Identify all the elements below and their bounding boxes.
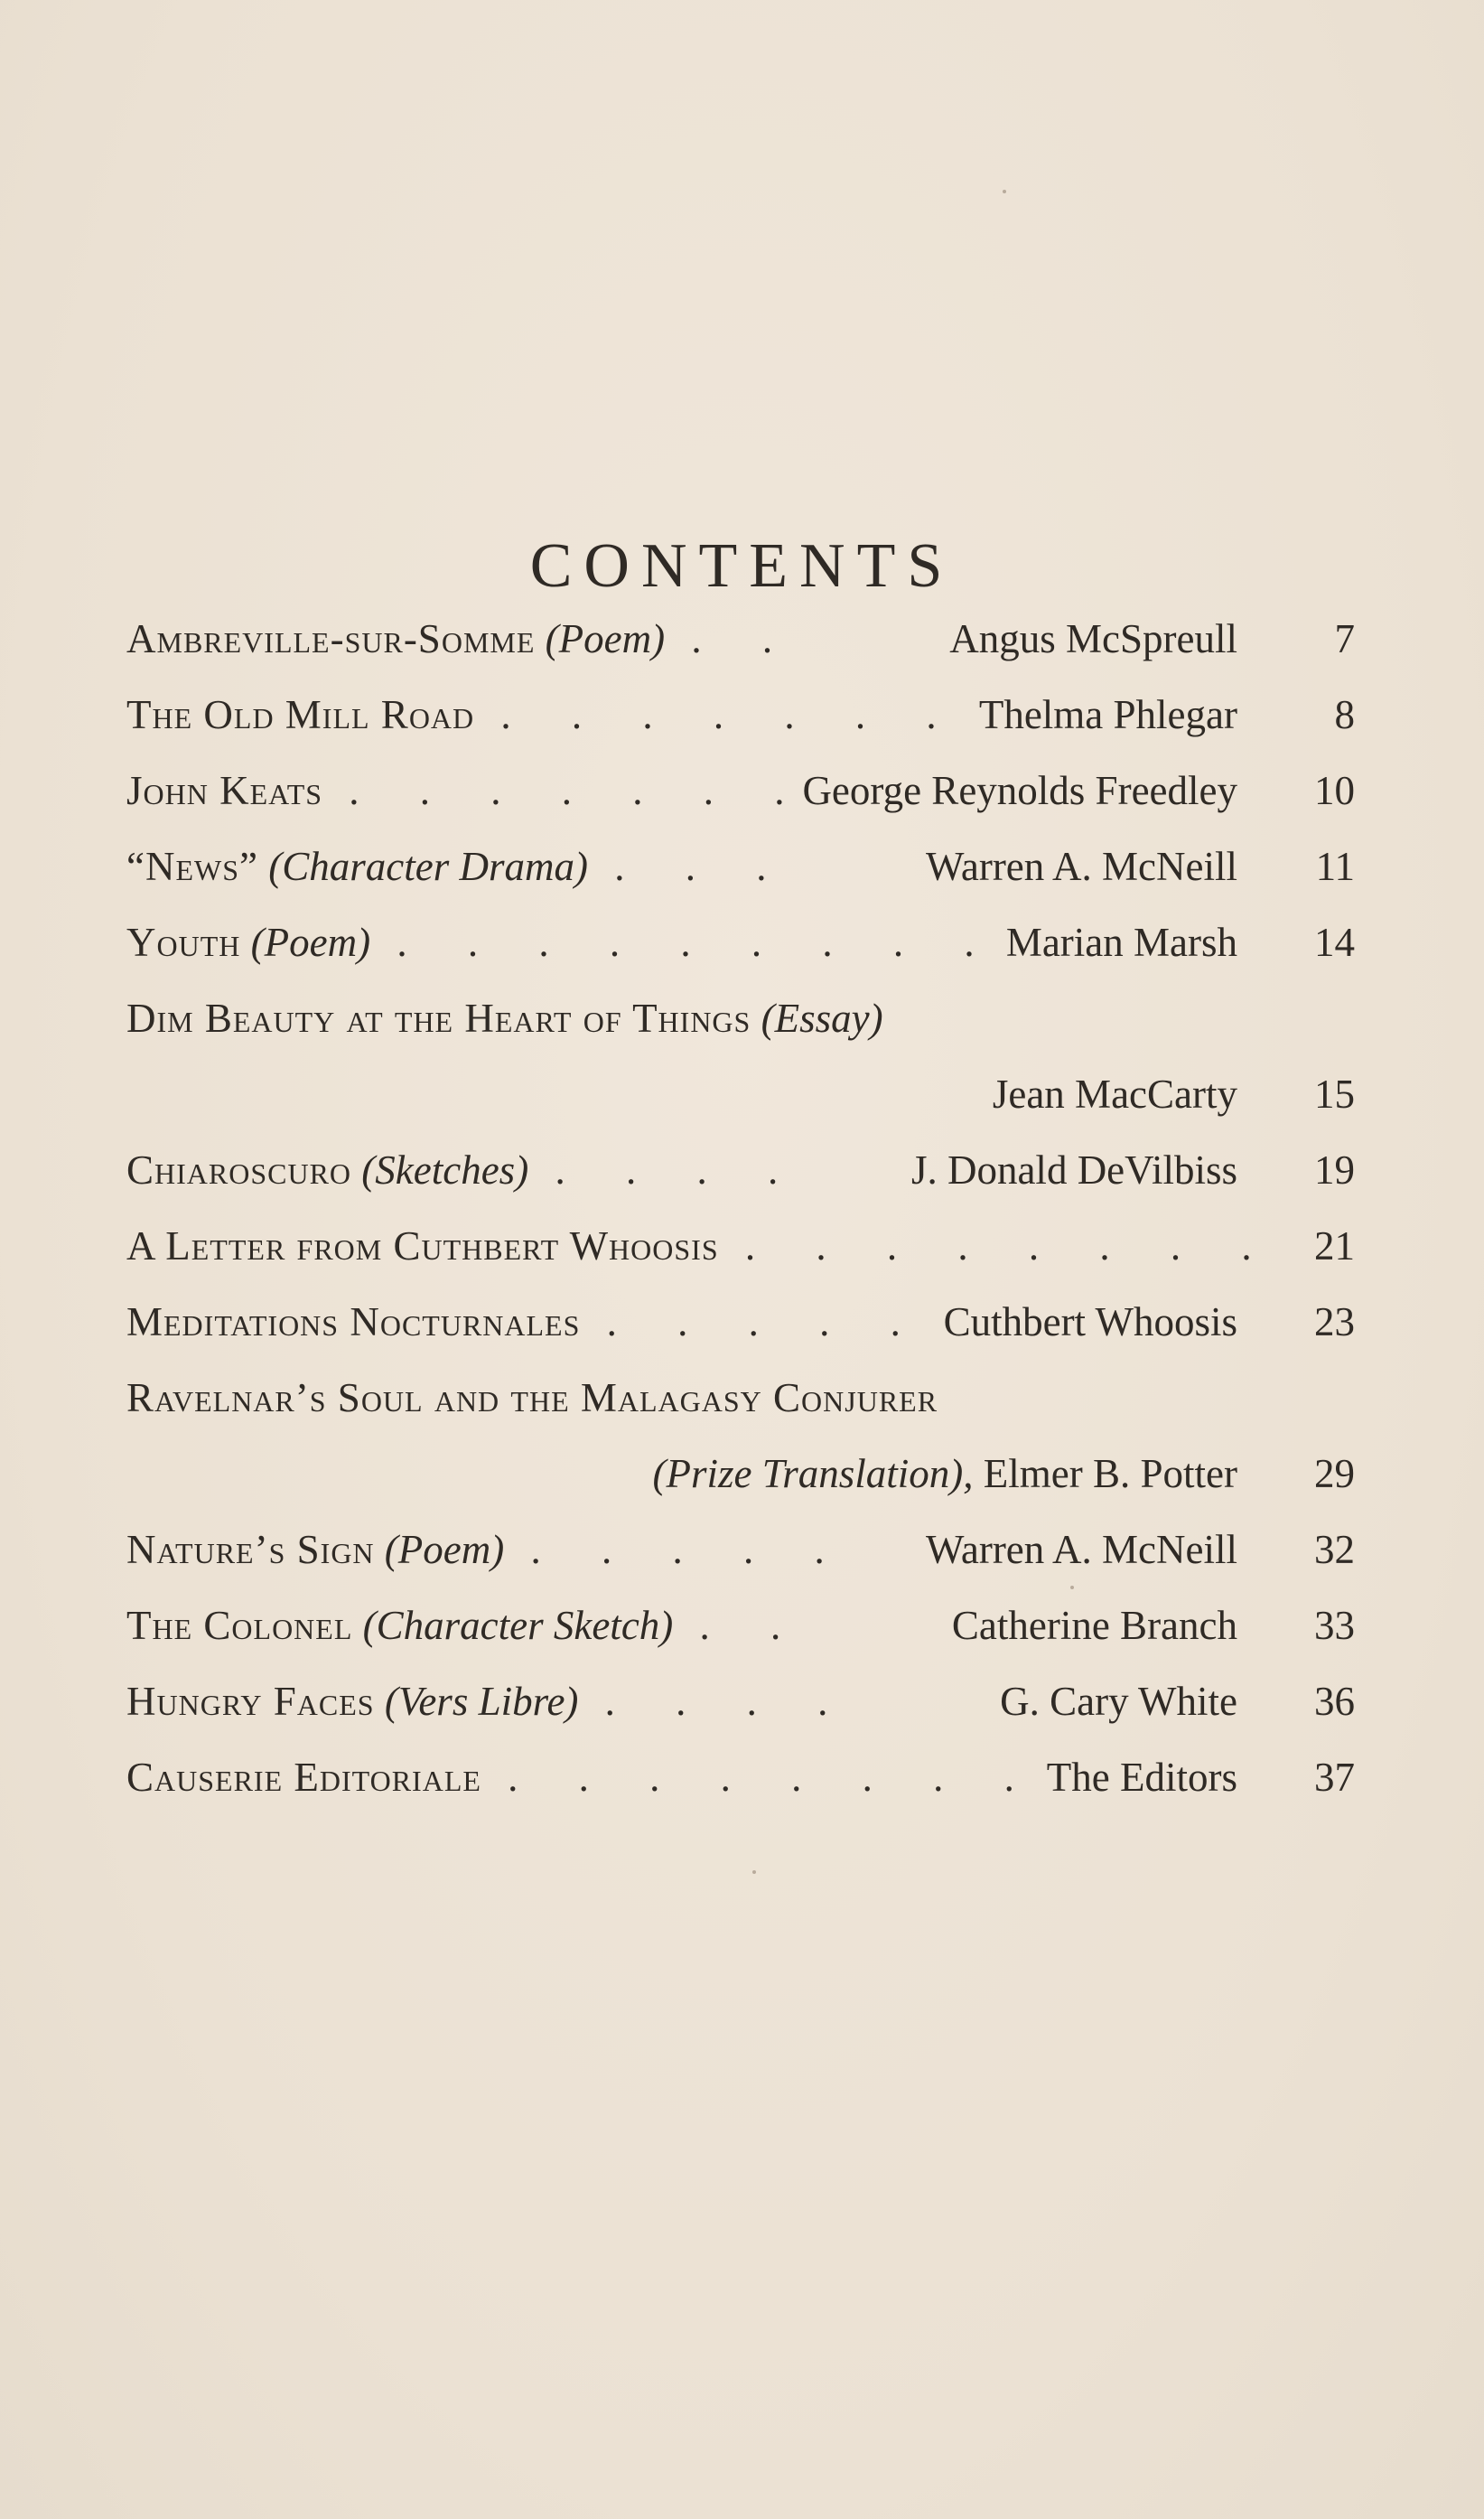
entry-title: Ravelnar’s Soul and the Malagasy Conjurer [126,1375,938,1420]
entry-page-number: 36 [1314,1679,1355,1724]
entry-page-number: 7 [1334,616,1355,661]
toc-entry [126,1208,1355,1284]
toc-entry [126,904,1355,980]
dot-leader: . . . . . . . . . [397,920,1000,965]
entry-author: Angus McSpreull [949,616,1237,661]
dot-leader: . . . . [555,1147,804,1193]
entry-page-number: 11 [1315,844,1355,889]
dot-leader: . . . . . . . [500,692,962,737]
entry-genre: (Character Sketch) [362,1603,674,1648]
toc-entry [126,1663,1355,1739]
entry-author: Elmer B. Potter [983,1451,1237,1496]
entry-title: Nature’s Sign [126,1527,375,1572]
table-of-contents [126,601,1355,1815]
dot-leader: . . . . . . . . [744,1223,1277,1269]
entry-title: John Keats [126,768,323,813]
entry-title: Causerie Editoriale [126,1755,481,1800]
entry-author: Warren A. McNeill [925,844,1237,889]
entry-genre: (Sketches) [361,1147,529,1193]
paper-speck [752,1870,756,1874]
page-title: CONTENTS [529,530,955,601]
entry-page-number: 8 [1334,692,1355,737]
dot-leader: . . [699,1603,807,1648]
entry-page-number: 33 [1314,1603,1355,1648]
entry-title: Dim Beauty at the Heart of Things [126,996,751,1041]
toc-entry [126,1739,1355,1815]
entry-page-number: 10 [1314,768,1355,813]
toc-entry [126,980,1355,1056]
dot-leader: . . . [614,844,792,889]
dot-leader: . . . . . . . [349,768,810,813]
entry-author: J. Donald DeVilbiss [910,1147,1237,1193]
toc-entry [126,1360,1355,1436]
entry-genre: (Character Drama) [268,844,588,889]
entry-title: Ambreville-sur-Somme [126,616,536,661]
entry-title: “News” [126,844,258,889]
toc-entry [126,829,1355,904]
toc-entry [126,1284,1355,1360]
entry-author: George Reynolds Freedley [802,768,1237,813]
entry-genre: (Poem) [384,1527,505,1572]
dot-leader: . . . . . [530,1527,850,1572]
entry-page-number: 14 [1314,920,1355,965]
entry-author: Jean MacCarty [992,1072,1237,1117]
entry-author: Cuthbert Whoosis [943,1299,1237,1344]
entry-author: Marian Marsh [1005,920,1237,965]
paper-speck [1003,190,1006,193]
paper-speck [1070,1586,1074,1589]
dot-leader: . . [691,616,798,661]
entry-genre: (Essay) [761,996,883,1041]
entry-title: Chiaroscuro [126,1147,352,1193]
dot-leader: . . . . . [606,1299,926,1344]
entry-genre: (Poem) [545,616,666,661]
toc-entry [126,677,1355,753]
entry-page-number: 29 [1314,1451,1355,1496]
toc-entry-continuation [126,1436,1355,1512]
toc-entry-continuation [126,1056,1355,1132]
entry-page-number: 15 [1314,1072,1355,1117]
entry-author: The Editors [1046,1755,1237,1800]
entry-title: The Old Mill Road [126,692,475,737]
dot-leader: . . . . . . . . [508,1755,1040,1800]
toc-entry [126,601,1355,677]
entry-page-number: 23 [1314,1299,1355,1344]
entry-author: Warren A. McNeill [925,1527,1237,1572]
entry-title: Youth [126,920,241,965]
toc-entry [126,1587,1355,1663]
entry-author: G. Cary White [1000,1679,1237,1724]
entry-page-number: 32 [1314,1527,1355,1572]
toc-entry [126,753,1355,829]
entry-genre: (Prize Translation), [652,1451,974,1496]
entry-author: Catherine Branch [951,1603,1237,1648]
toc-entry [126,1512,1355,1587]
dot-leader: . . . . [604,1679,854,1724]
entry-title: Meditations Nocturnales [126,1299,581,1344]
entry-page-number: 37 [1314,1755,1355,1800]
entry-title: The Colonel [126,1603,353,1648]
entry-genre: (Poem) [250,920,371,965]
entry-genre: (Vers Libre) [384,1679,579,1724]
toc-entry [126,1132,1355,1208]
entry-page-number: 21 [1314,1223,1355,1269]
entry-title: A Letter from Cuthbert Whoosis [126,1223,719,1269]
entry-author: Thelma Phlegar [978,692,1237,737]
entry-page-number: 19 [1314,1147,1355,1193]
entry-title: Hungry Faces [126,1679,375,1724]
